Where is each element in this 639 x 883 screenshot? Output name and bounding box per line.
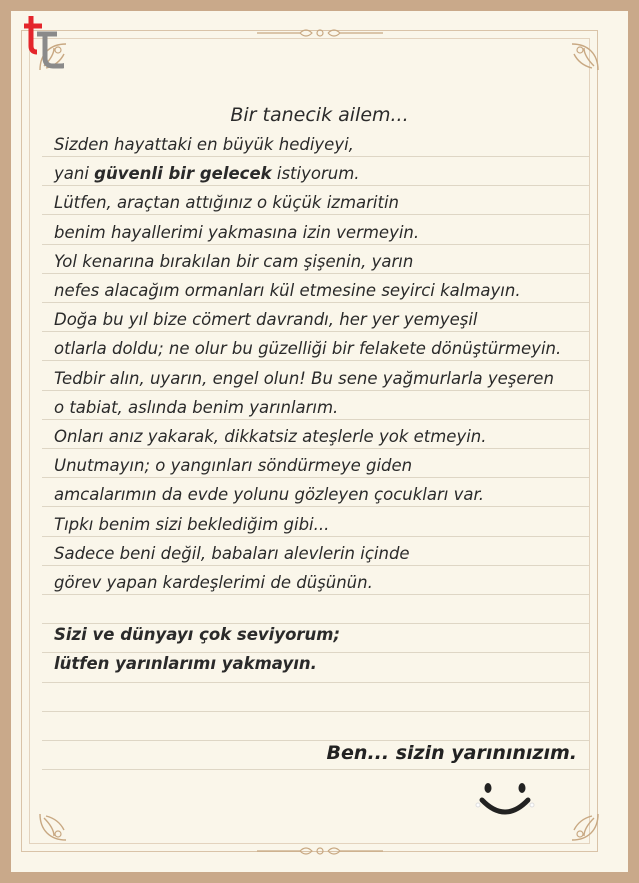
letter-line: nefes alacağım ormanları kül etmesine seyirci kalmayın. bbox=[54, 281, 521, 300]
ruled-line bbox=[42, 302, 589, 303]
ruled-line bbox=[42, 769, 589, 770]
letter-line: Yol kenarına bırakılan bir cam şişenin, yarın bbox=[54, 251, 414, 271]
ruled-line bbox=[42, 682, 589, 683]
letter-line: Lütfen, araçtan attığınız o küçük izmaritin bbox=[54, 193, 400, 213]
letter-line: otlarla doldu; ne olur bu güzelliği bir felakete dönüştürmeyin. bbox=[54, 339, 562, 359]
ruled-line bbox=[42, 506, 589, 507]
ruled-line bbox=[42, 273, 589, 274]
letter-line: Doğa bu yıl bize cömert davrandı, her yer yemyeşil bbox=[54, 310, 478, 330]
ruled-line bbox=[42, 594, 589, 595]
ruled-line bbox=[42, 477, 589, 478]
ruled-line bbox=[42, 331, 589, 332]
corner-ornament-icon bbox=[566, 40, 602, 76]
signature: Ben... sizin yarınınızım. bbox=[326, 742, 577, 764]
line-text: istiyorum. bbox=[271, 164, 360, 184]
ruled-line bbox=[42, 536, 589, 537]
ruled-line bbox=[42, 740, 589, 741]
corner-ornament-icon bbox=[36, 808, 72, 844]
ruled-line bbox=[42, 214, 589, 215]
line-text: yani bbox=[54, 164, 95, 184]
ruled-line bbox=[42, 244, 589, 245]
ruled-line bbox=[42, 390, 589, 391]
ruled-line bbox=[42, 448, 589, 449]
closing-line: Sizi ve dünyayı çok seviyorum; bbox=[54, 625, 341, 644]
ruled-line bbox=[42, 360, 589, 361]
letter-line: Sizden hayattaki en büyük hediyeyi, bbox=[54, 135, 354, 154]
letter-line: Tıpkı benim sizi beklediğim gibi... bbox=[54, 514, 330, 534]
letter-line: o tabiat, aslında benim yarınlarım. bbox=[54, 397, 339, 417]
ruled-line bbox=[42, 156, 589, 157]
corner-ornament-icon bbox=[566, 808, 602, 844]
ruled-line bbox=[42, 711, 589, 712]
smiley-face-icon bbox=[474, 778, 536, 824]
letter-line: Unutmayın; o yangınları söndürmeye giden bbox=[54, 456, 413, 476]
letter-title: Bir tanecik ailem... bbox=[230, 104, 409, 126]
letter-line: görev yapan kardeşlerimi de düşünün. bbox=[54, 573, 373, 592]
top-flourish-icon bbox=[255, 25, 385, 41]
letter-line bbox=[54, 164, 360, 183]
closing-line: lütfen yarınlarımı yakmayın. bbox=[54, 654, 317, 673]
bottom-flourish-icon bbox=[255, 843, 385, 859]
ruled-line bbox=[42, 419, 589, 420]
line-emphasis: güvenli bir gelecek bbox=[94, 164, 272, 184]
letter-line: amcalarımın da evde yolunu gözleyen çocukları var. bbox=[54, 485, 484, 505]
letter-line: benim hayallerimi yakmasına izin vermeyin. bbox=[54, 222, 420, 242]
tg-logo-icon bbox=[24, 12, 64, 70]
letter-line: Onları anız yakarak, dikkatsiz ateşlerle yok etmeyin. bbox=[54, 427, 487, 446]
letter-line: Tedbir alın, uyarın, engel olun! Bu sene yağmurlarla yeşeren bbox=[54, 368, 554, 388]
ruled-line bbox=[42, 565, 589, 566]
ruled-line bbox=[42, 185, 589, 186]
letter-line: Sadece beni değil, babaları alevlerin içinde bbox=[54, 543, 410, 563]
